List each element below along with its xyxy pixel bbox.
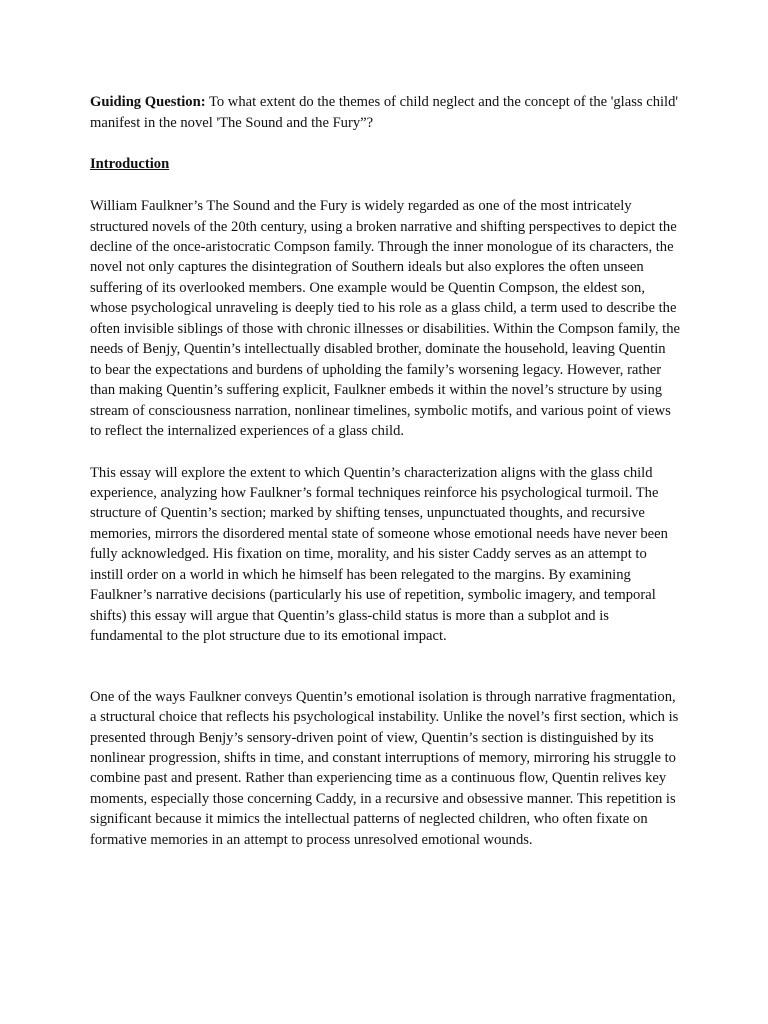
intro-paragraph-1: William Faulkner’s The Sound and the Fury is widely regarded as one of the most intricately structured novels of the 20th century, using a broken narrative and shifting perspectives to depict the decline of the once-aristocratic Compson family. Through the inner monologue of its characters, the novel not only captures the disintegration of Southern ideals but also explores the often unseen suffering of its overlooked members. One example would be Quentin Compson, the eldest son, whose psychological unraveling is deeply tied to his role as a glass child, a term used to describe the often invisible siblings of those with chronic illnesses or disabilities. Within the Compson family, the needs of Benjy, Quentin’s intellectually disabled brother, dominate the household, leaving Quentin to bear the expectations and burdens of upholding the family’s worsening legacy. However, rather than making Quentin’s suffering explicit, Faulkner embeds it within the novel’s structure by using stream of consciousness narration, nonlinear timelines, symbolic motifs, and various point of views to reflect the internalized experiences of a glass child. [90,198,680,440]
guiding-question-text: To what extent do the themes of child neglect and the concept of the 'glass child' manifest in the novel 'The Sound and the Fury”? [90,94,679,131]
intro-paragraph-2: This essay will explore the extent to which Quentin’s characterization aligns with the glass child experience, analyzing how Faulkner’s formal techniques reinforce his psychological turmoil. The structure of Quentin’s section; marked by shifting tenses, unpunctuated thoughts, and recursive memories, mirrors the disordered mental state of someone whose emotional needs have never been fully acknowledged. His fixation on time, morality, and his sister Caddy serves as an attempt to instill order on a world in which he himself has been relegated to the margins. By examining Faulkner’s narrative decisions (particularly his use of repetition, symbolic imagery, and temporal shifts) this essay will argue that Quentin’s glass-child status is more than a subplot and is fundamental to the plot structure due to its emotional impact. [90,464,668,645]
guiding-question-label: Guiding Question: [90,94,206,110]
body-paragraph-1: One of the ways Faulkner conveys Quentin’s emotional isolation is through narrative fragmentation, a structural choice that reflects his psychological instability. Unlike the novel’s first section, which is presented through Benjy’s sensory-driven point of view, Quentin’s section is distinguished by its nonlinear progression, shifts in time, and constant interruptions of memory, mirroring his struggle to combine past and present. Rather than experiencing time as a continuous flow, Quentin relives key moments, especially those concerning Caddy, in a recursive and obsessive manner. This repetition is significant because it mimics the intellectual patterns of neglected children, who often fixate on formative memories in an attempt to process unresolved emotional wounds. [90,688,679,848]
document-page [90,92,680,850]
introduction-heading: Introduction [90,156,170,173]
guiding-question [90,92,680,133]
